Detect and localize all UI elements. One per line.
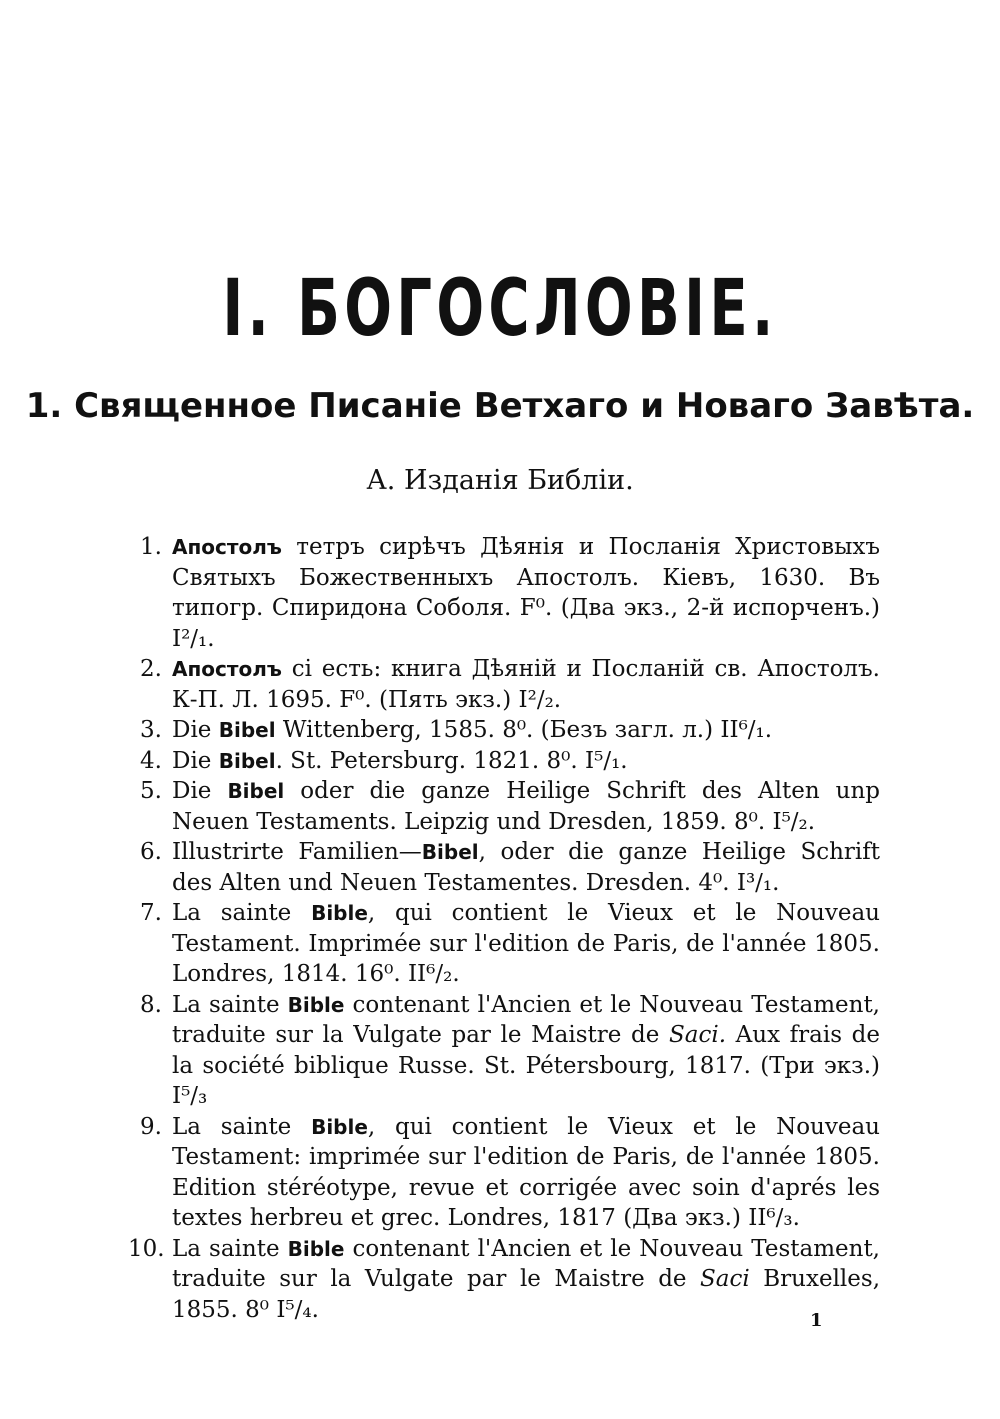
entry-text: сі есть: книга Дѣяній и Посланій св. Апостолъ. К-П. Л. 1695. F⁰. (Пять экз.) I²/₂. [172,656,880,713]
entry-prefix: La sainte [172,900,312,926]
entry-number: 5. [140,778,162,804]
entry-text: , qui contient le Vieux et le Nouveau Testament: imprimée sur l'edition de Paris, de l'année 1805. Edition stéréotype, revue et corrigée avec soin d'aprés les textes herbreu et grec. Londres, 1817 (Два экз.) II⁶/₃. [172,1113,880,1231]
entry-text: , oder die ganze Heilige Schrift des Alten und Neuen Testamentes. Dresden. 4⁰. I³/₁. [172,839,881,896]
bibliography-entry [128,776,880,837]
entry-keyword: Bibel [421,840,479,864]
entry-keyword: Апостолъ [172,535,282,559]
entry-suffix: Bruxelles, 1855. 8⁰ I⁵/₄. [172,1266,881,1323]
entry-text: contenant l'Ancien et le Nouveau Testament, traduite sur la Vulgate par le Maistre de [172,991,880,1048]
entry-suffix: Aux frais de la société biblique Russe. St. Pétersbourg, 1817. (Три экз.) I⁵/₃ [172,1022,880,1109]
entry-keyword: Bible [287,992,345,1017]
entry-text: Wittenberg, 1585. 8⁰. (Безъ загл. л.) II⁶/₁. [275,717,773,743]
entry-prefix: La sainte [172,1235,288,1262]
bibliography-entry [128,715,880,746]
bibliography-entry [128,1112,880,1234]
bibliography-entry [128,1234,880,1326]
entry-number: 7. [140,900,162,926]
entry-prefix: Die [172,778,228,804]
entry-number: 1. [140,534,162,560]
entry-italic: Saci [700,1266,750,1292]
subsection-title: А. Изданія Библіи. [366,465,634,496]
entry-keyword: Апостолъ [172,657,282,681]
section-title: 1. Священное Писаніе Ветхаго и Новаго Завѣта. [25,386,975,426]
entry-italic: Saci. [668,1022,727,1048]
entry-keyword: Bible [287,1236,345,1261]
entry-prefix: Die [172,747,219,774]
entry-number: 6. [140,839,162,865]
entry-number: 8. [140,991,162,1018]
bibliography-entry [128,898,880,990]
bibliography-entry [128,532,880,654]
bibliography-list [128,532,880,1325]
entry-prefix: Illustrirte Familien— [172,839,422,865]
entry-text: . St. Petersburg. 1821. 8⁰. I⁵/₁. [275,747,628,774]
entry-number: 4. [140,747,162,774]
entry-prefix: Die [172,717,219,743]
entry-number: 9. [140,1113,162,1140]
entry-text: , qui contient le Vieux et le Nouveau Testament. Imprimée sur l'edition de Paris, de l'année 1805. Londres, 1814. 16⁰. II⁶/₂. [172,900,880,987]
entry-number: 10. [128,1235,165,1262]
entry-prefix: La sainte [172,1113,312,1140]
entry-number: 3. [140,717,162,743]
entry-text: тетръ сирѣчъ Дѣянія и Посланія Христовыхъ Святыхъ Божественныхъ Апостолъ. Кіевъ, 1630. Въ типогр. Спиридона Соболя. F⁰. (Два экз., 2-й испорченъ.) I²/₁. [172,534,880,652]
chapter-title: I. БОГОСЛОВІЕ. [222,264,778,354]
bibliography-entry [128,654,880,715]
entry-prefix: La sainte [172,991,288,1018]
entry-number: 2. [140,656,162,682]
entry-keyword: Bible [311,901,368,925]
entry-keyword: Bibel [218,748,276,773]
entry-text: oder die ganze Heilige Schrift des Alten unp Neuen Testaments. Leipzig und Dresden, 1859. 8⁰. I⁵/₂. [172,778,881,835]
bibliography-entry [128,990,880,1112]
bibliography-entry [128,746,880,777]
page-number: 1 [810,1310,823,1331]
entry-keyword: Bibel [227,779,285,803]
entry-keyword: Bible [311,1114,368,1139]
bibliography-entry [128,837,880,898]
entry-keyword: Bibel [218,718,276,742]
entry-text: contenant l'Ancien et le Nouveau Testament, traduite sur la Vulgate par le Maistre de [172,1235,880,1292]
